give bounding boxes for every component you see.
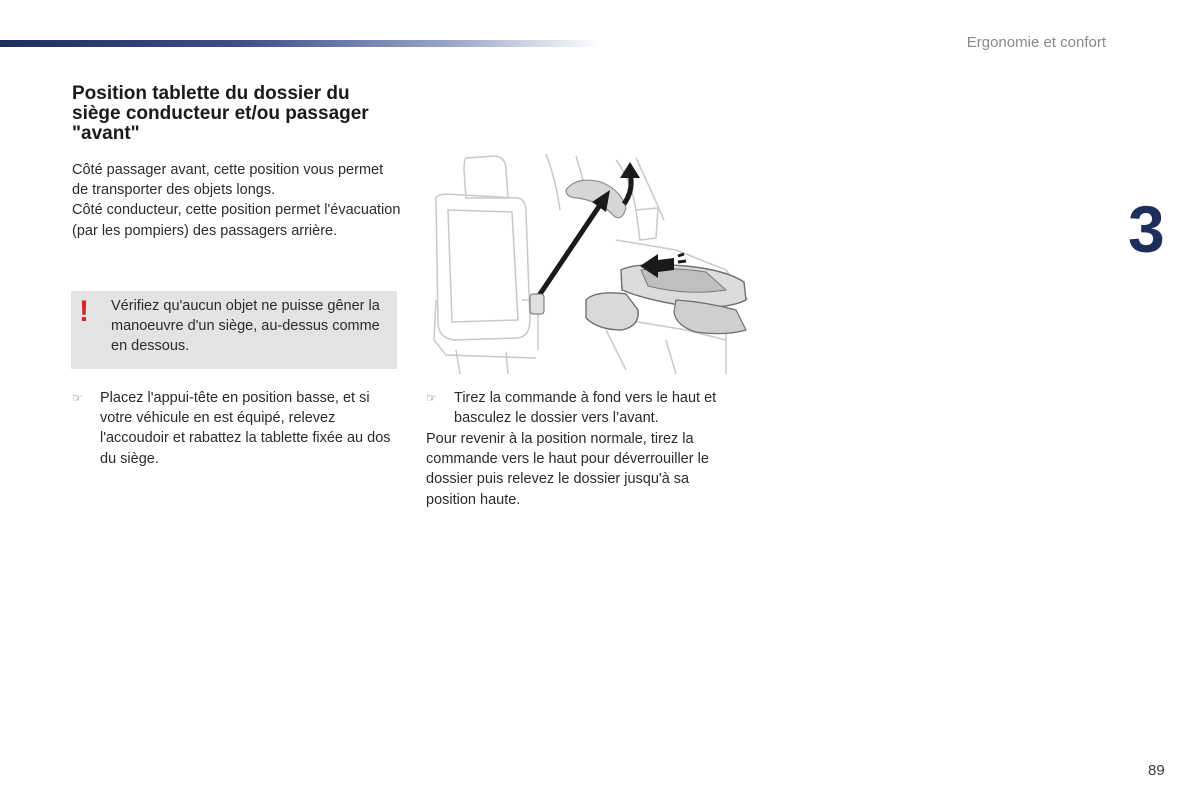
page-number: 89 [1148,762,1165,779]
chapter-number: 3 [1128,192,1165,266]
page-heading: Position tablette du dossier du siège conducteur et/ou passager "avant" [72,83,369,144]
section-title: Ergonomie et confort [966,34,1106,51]
intro-line-driver: Côté conducteur, cette position permet l'évacuation (par les pompiers) des passagers arrière. [72,202,401,239]
instruction-step-2-text: Tirez la commande à fond vers le haut et basculez le dossier vers l’avant. [454,390,717,427]
intro-line-passenger: Côté passager avant, cette position vous permet de transporter des objets longs. [72,162,384,199]
pointing-hand-icon: ☞ [426,391,437,405]
warning-icon: ! [79,295,89,328]
warning-box [71,291,397,369]
warning-text: Vérifiez qu'aucun objet ne puisse gêner la manoeuvre d'un siège, au-dessus comme en dessous. [111,298,380,355]
instruction-step-1-text: Placez l'appui-tête en position basse, et si votre véhicule en est équipé, relevez l'accoudoir et rabattez la tablette fixée au dos du siège. [100,390,391,467]
header-gradient-bar [0,40,600,47]
intro-paragraph [72,160,402,241]
pointing-hand-icon: ☞ [72,391,83,405]
seat-illustration [426,150,756,374]
return-instructions: Pour revenir à la position normale, tirez la commande vers le haut pour déverrouiller le dossier puis relevez le dossier jusqu'à sa position haute. [426,431,709,508]
seat-diagram-icon [426,150,756,374]
